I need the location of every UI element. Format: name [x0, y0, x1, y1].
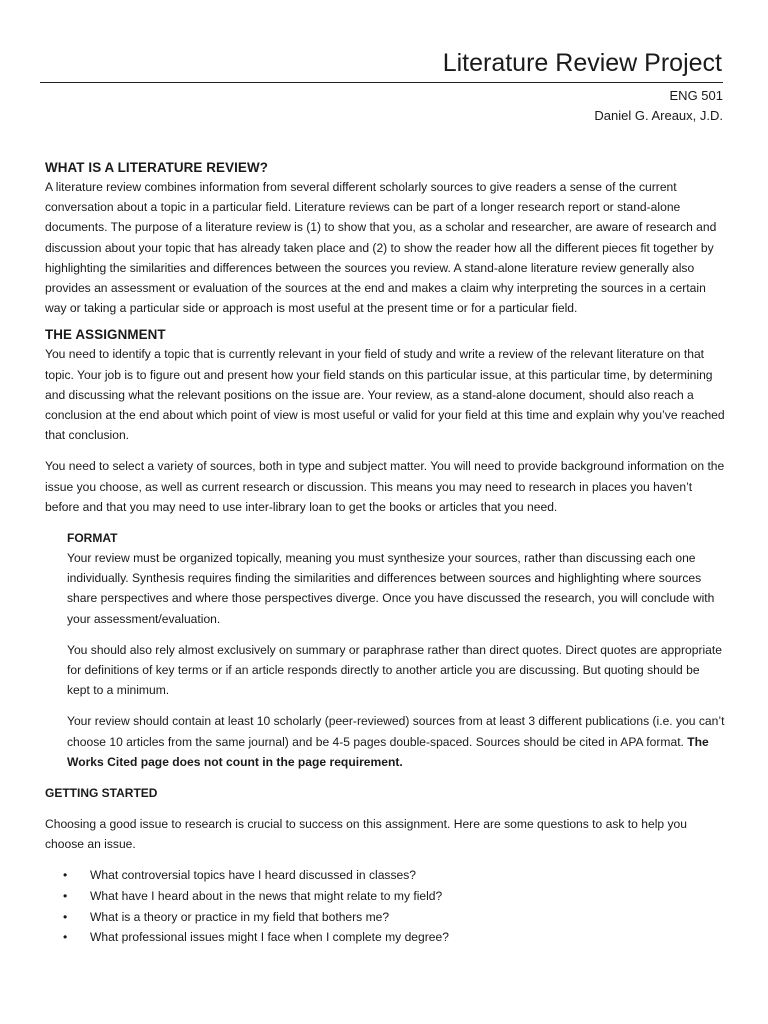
list-item: • What have I heard about in the news that might relate to my field? — [63, 886, 725, 907]
document-meta — [594, 86, 723, 126]
document-body — [45, 159, 725, 948]
format-paragraph-3 — [67, 711, 725, 772]
section-heading-what-is: WHAT IS A LITERATURE REVIEW? — [45, 160, 268, 175]
format-paragraph-1: Your review must be organized topically, meaning you must synthesize your sources, rather than discussing each one individually. Synthesis requires finding the similarities and differences between sources and highlighting where sources share perspectives and where those perspectives diverge. Once you have discussed the research, you will conclude with your assessment/evaluation. — [67, 551, 715, 626]
bullet-icon: • — [63, 930, 68, 945]
getting-started-heading: GETTING STARTED — [45, 786, 158, 801]
what-is-paragraph: A literature review combines information from several different scholarly sources to give readers a sense of the current conversation about a topic in a particular field. Literature reviews can be part of a longer research report or stand-alone documents. The purpose of a literature review is (1) to show that you, as a scholar and researcher, are aware of research and discussion about your topic that has already taken place and (2) to show the reader how all the different pieces fit together by highlighting the similarities and differences between the sources you review. A stand-alone literature review generally also provides an assessment or evaluation of the sources at the end and makes a claim why interpreting the sources in a certain way or taking a particular side or approach is most useful at the present time or for a particular field. — [45, 180, 717, 316]
section-heading-assignment: THE ASSIGNMENT — [45, 327, 166, 343]
list-item: • What controversial topics have I heard discussed in classes? — [63, 865, 725, 886]
title-rule — [40, 82, 723, 83]
format-heading: FORMAT — [67, 531, 118, 546]
assignment-paragraph-2: You need to select a variety of sources, both in type and subject matter. You will need to provide background information on the issue you choose, as well as current research or discussion. This means you may need to research in places you haven’t before and that you may need to use inter-library loan to get the books or articles that you need. — [45, 459, 725, 514]
format-paragraph-3-text: Your review should contain at least 10 scholarly (peer-reviewed) sources from at least 3 different publications (i.e. you can’t choose 10 articles from the same journal) and be 4-5 pages double-spaced. Sources should be cited in APA format. — [67, 714, 725, 749]
list-item: • What is a theory or practice in my field that bothers me? — [63, 907, 725, 928]
author-name: Daniel G. Areaux, J.D. — [594, 108, 723, 123]
works-cited-note: The Works Cited page does not count in the page requirement. — [67, 734, 709, 769]
question-list — [45, 865, 725, 947]
list-item: • What professional issues might I face when I complete my degree? — [63, 927, 725, 948]
document-header — [40, 46, 723, 80]
bullet-icon: • — [63, 868, 68, 883]
format-paragraph-2: You should also rely almost exclusively on summary or paraphrase rather than direct quotes. Direct quotes are appropriate for definitions of key terms or if an article responds directly to another article you are discussing. But quoting should be kept to a minimum. — [67, 642, 722, 698]
bullet-icon: • — [63, 909, 68, 924]
course-code: ENG 501 — [669, 88, 723, 103]
format-block — [45, 528, 725, 772]
document-title: Literature Review Project — [442, 49, 722, 77]
assignment-paragraph-1: You need to identify a topic that is currently relevant in your field of study and write a review of the relevant literature on that topic. Your job is to figure out and present how your field stands on this particular issue, at this particular time, by determining and discussing what the relevant positions on the issue are. Your review, as a stand-alone document, should also reach a conclusion at the end about which point of view is most useful or valid for your field at this time and explain why you’ve reached that conclusion. — [45, 347, 725, 443]
bullet-icon: • — [63, 889, 68, 904]
getting-started-intro: Choosing a good issue to research is crucial to success on this assignment. Here are some questions to ask to help you choose an issue. — [45, 817, 687, 852]
